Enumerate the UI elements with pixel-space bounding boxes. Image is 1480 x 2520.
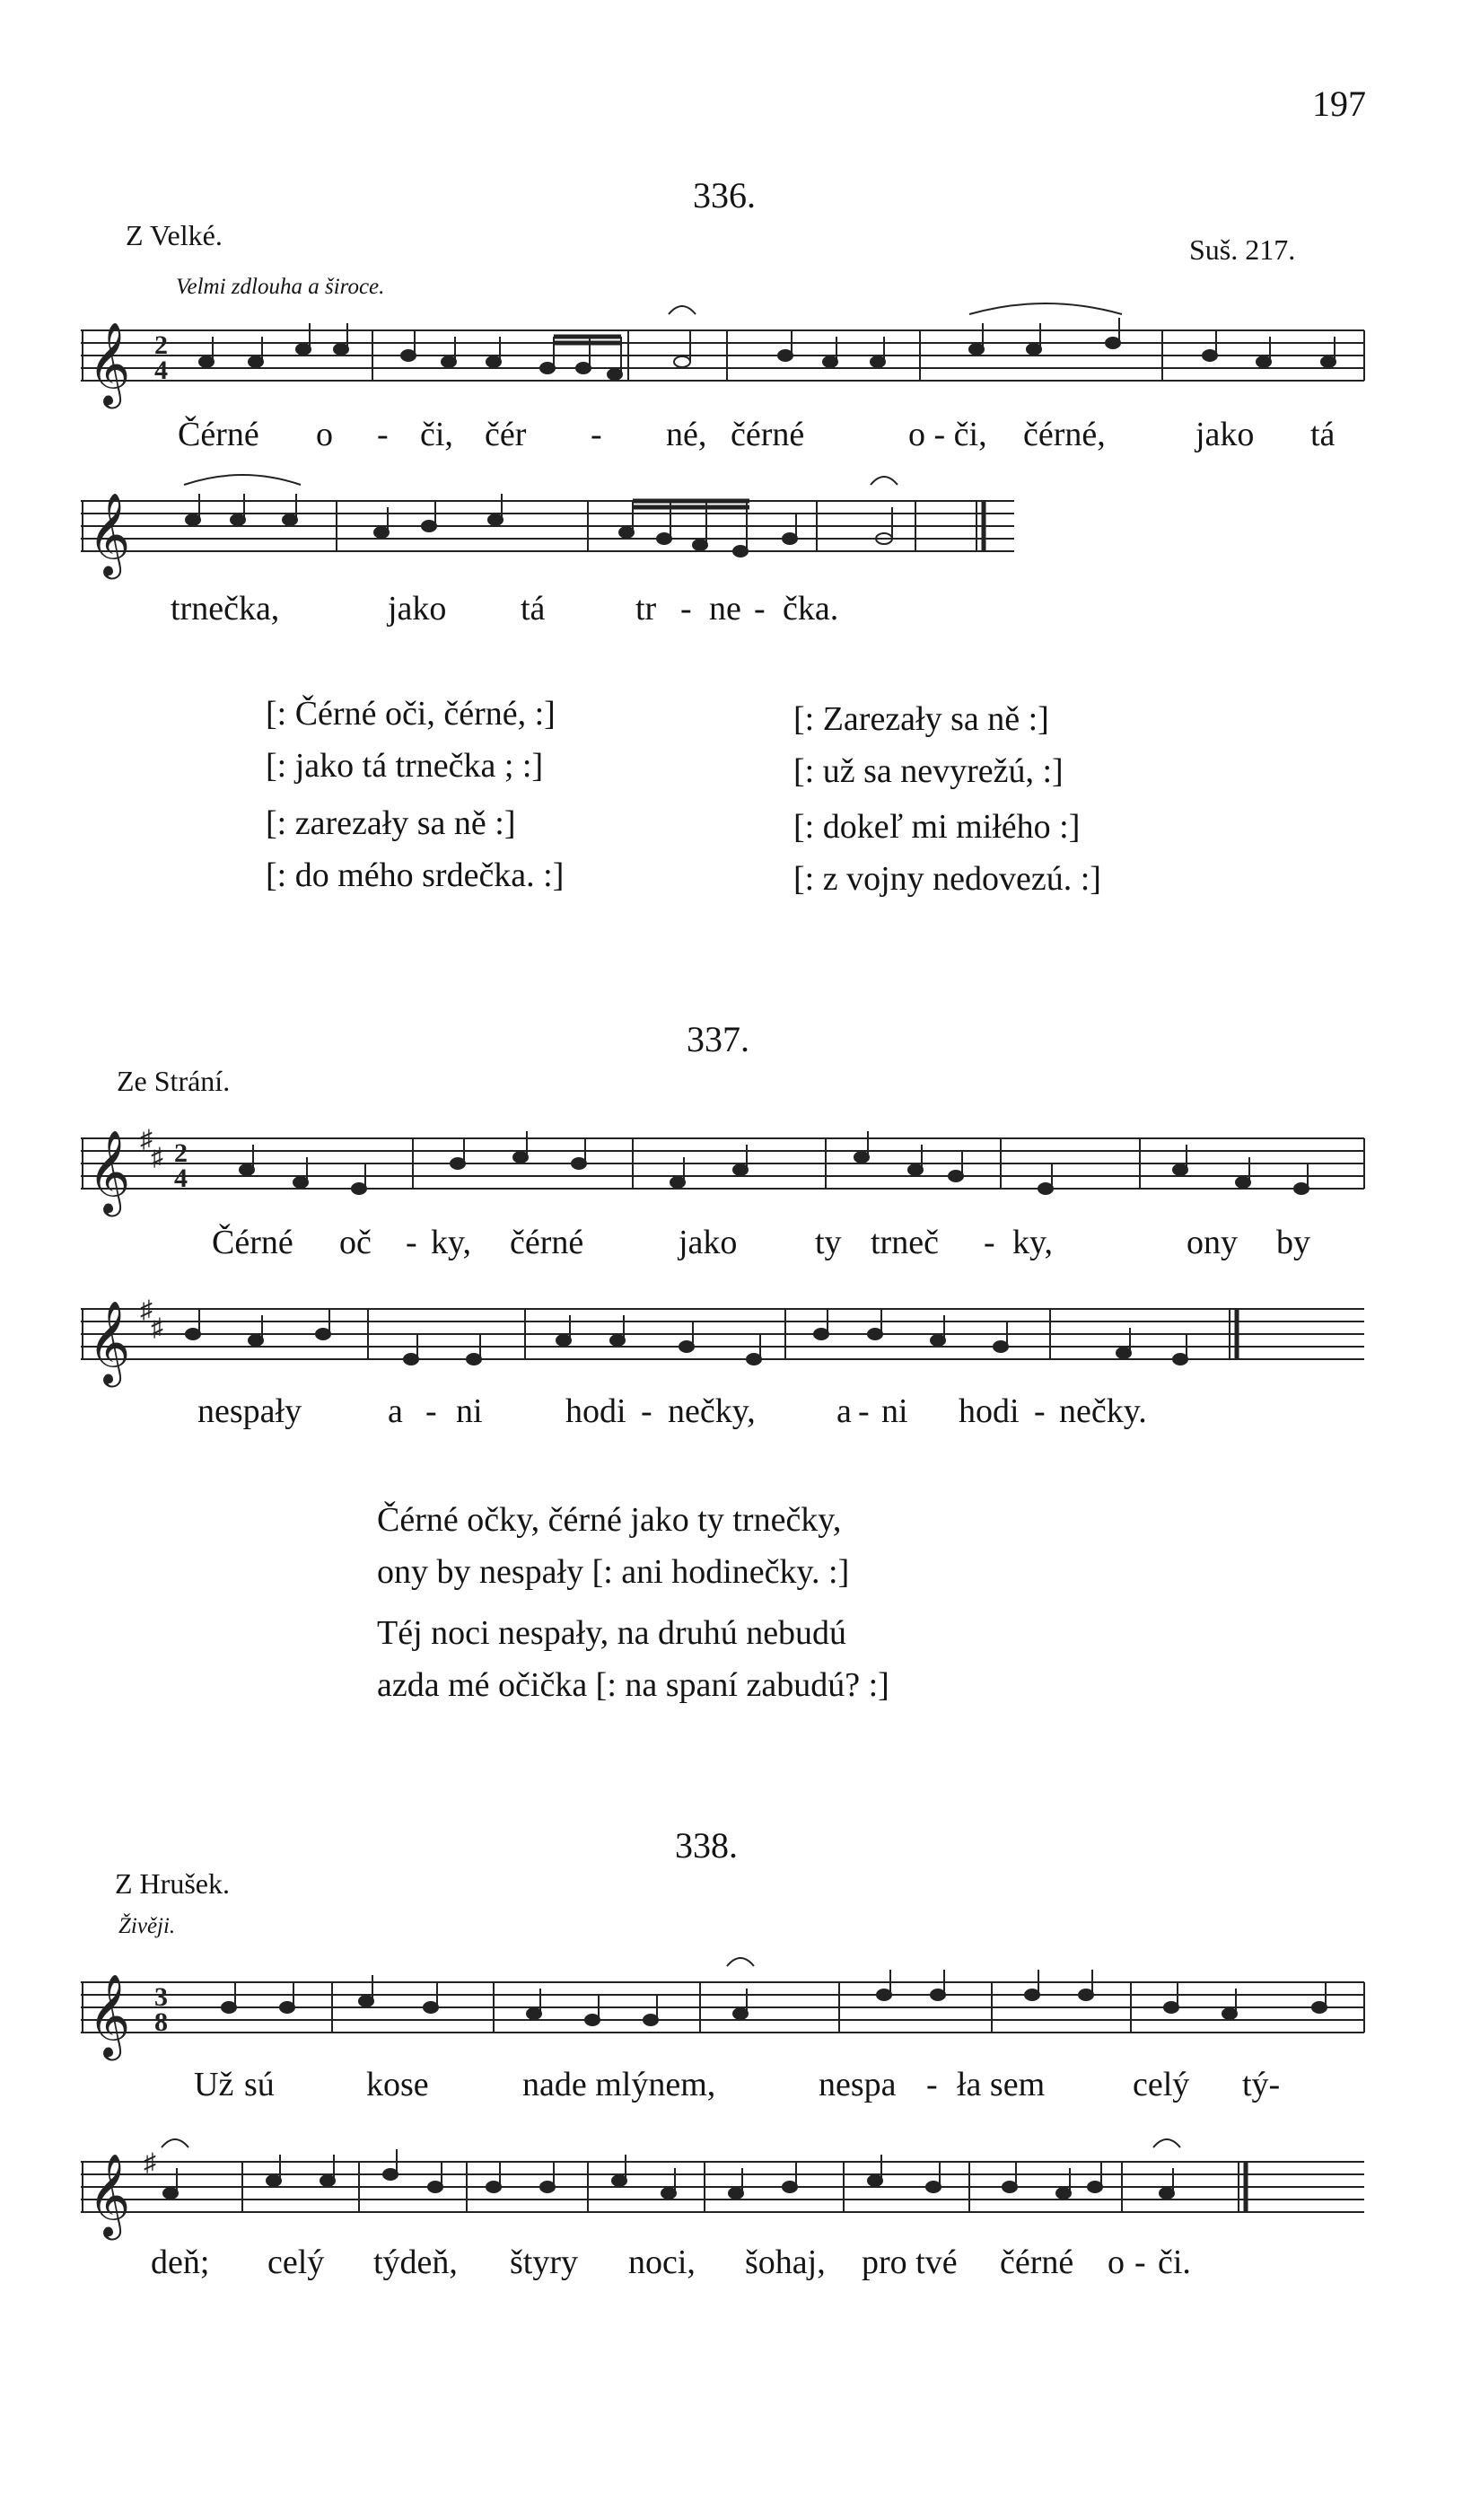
lyric-syllable: čér: [485, 416, 527, 453]
lyric-syllable: celý: [1133, 2066, 1190, 2103]
verse-line: [: Zarezały sa ně :]: [793, 700, 1049, 738]
lyrics-line: [0, 415, 1480, 460]
lyric-syllable: štyry: [510, 2243, 578, 2281]
lyric-syllable: hodi: [959, 1392, 1020, 1430]
verse-block: [793, 693, 1064, 797]
lyric-syllable: nečky,: [668, 1392, 756, 1430]
sharp-icon: ♯: [144, 2149, 156, 2177]
verse-block: [793, 801, 1101, 905]
treble-clef-icon: 𝄞: [88, 325, 131, 404]
time-signature-top: 2: [174, 1138, 188, 1168]
verse-line: [: z vojny nedovezú. :]: [793, 860, 1101, 898]
verse-line: Téj noci nespały, na druhú nebudú: [377, 1614, 847, 1652]
lyric-syllable: -: [1134, 2243, 1146, 2281]
verse-block: [377, 1607, 889, 1711]
lyric-syllable: ony: [1187, 1224, 1238, 1261]
lyric-syllable: trneč: [871, 1224, 939, 1261]
lyric-syllable: a: [836, 1392, 852, 1430]
lyric-syllable: ky,: [431, 1224, 472, 1261]
time-signature-top: 3: [154, 1982, 168, 2012]
lyric-syllable: tá: [1310, 416, 1336, 453]
lyric-syllable: šohaj,: [745, 2243, 826, 2281]
lyric-syllable: jako: [1195, 416, 1255, 453]
lyrics-line: [0, 2065, 1480, 2110]
lyric-syllable: trnečka,: [171, 590, 280, 628]
sharp-icon: ♯: [151, 1144, 163, 1172]
lyric-syllable: celý: [267, 2243, 325, 2281]
lyric-syllable: tý-: [1242, 2066, 1281, 2103]
lyric-syllable: tá: [521, 590, 546, 628]
lyrics-line: [0, 589, 1480, 634]
lyric-syllable: by: [1276, 1224, 1310, 1261]
lyrics-line: [0, 1392, 1480, 1436]
lyric-syllable: čérné: [731, 416, 805, 453]
sharp-icon: ♯: [140, 1296, 153, 1324]
lyric-syllable: -: [680, 590, 692, 628]
lyric-syllable: noci,: [628, 2243, 696, 2281]
verse-line: ony by nespały [: ani hodinečky. :]: [377, 1553, 850, 1591]
song-origin: Ze Strání.: [117, 1065, 231, 1097]
lyric-syllable: o: [1108, 2243, 1125, 2281]
lyric-syllable: -: [754, 590, 766, 628]
lyric-syllable: Už: [194, 2066, 234, 2103]
song-origin: Z Hrušek.: [115, 1867, 230, 1900]
verse-line: [: už sa nevyrežú, :]: [793, 752, 1064, 790]
page-number: 197: [1312, 83, 1366, 124]
music-staff: [72, 1113, 1373, 1230]
lyrics-line: [0, 2243, 1480, 2287]
verse-line: [: do mého srdečka. :]: [266, 856, 565, 894]
lyric-syllable: o - či,: [908, 416, 987, 453]
verse-line: [: dokeľ mi miłého :]: [793, 808, 1081, 846]
lyric-syllable: sú: [244, 2066, 275, 2103]
lyric-syllable: ne: [709, 590, 741, 628]
verse-block: [266, 688, 556, 792]
music-staff: [72, 1284, 1373, 1400]
treble-clef-icon: 𝄞: [88, 1133, 131, 1212]
lyric-syllable: -: [1034, 1392, 1046, 1430]
lyric-syllable: -: [858, 1392, 870, 1430]
lyric-syllable: čérné: [1000, 2243, 1074, 2281]
treble-clef-icon: 𝄞: [88, 1977, 131, 2056]
verse-line: [: jako tá trnečka ; :]: [266, 747, 544, 785]
verse-block: [377, 1494, 849, 1598]
tempo-marking: Velmi zdlouha a široce.: [176, 275, 385, 299]
lyric-syllable: o: [316, 416, 333, 453]
verse-line: [: zarezały sa ně :]: [266, 804, 516, 842]
song-source-reference: Suš. 217.: [1189, 233, 1296, 266]
lyric-syllable: deň;: [151, 2243, 210, 2281]
lyric-syllable: čérné,: [1023, 416, 1106, 453]
lyric-syllable: -: [984, 1224, 995, 1261]
music-staff: [72, 1957, 1373, 2074]
time-signature-bottom: 4: [174, 1163, 188, 1193]
lyric-syllable: -: [377, 416, 389, 453]
lyric-syllable: ła sem: [957, 2066, 1046, 2103]
lyric-syllable: Čérné: [212, 1224, 293, 1261]
lyric-syllable: týdeň,: [373, 2243, 458, 2281]
lyric-syllable: pro tvé: [862, 2243, 958, 2281]
lyric-syllable: hodi: [565, 1392, 626, 1430]
sharp-icon: ♯: [140, 1126, 153, 1154]
treble-clef-icon: 𝄞: [88, 2156, 131, 2235]
lyric-syllable: ky,: [1012, 1224, 1054, 1261]
time-signature-bottom: 8: [154, 2007, 168, 2037]
lyric-syllable: tr: [635, 590, 657, 628]
song-number: 337.: [687, 1019, 749, 1059]
sharp-icon: ♯: [151, 1314, 163, 1342]
lyrics-line: [0, 1223, 1480, 1268]
lyric-syllable: ni: [456, 1392, 483, 1430]
lyric-syllable: -: [926, 2066, 938, 2103]
song-origin: Z Velké.: [126, 219, 223, 251]
lyric-syllable: nespały: [197, 1392, 302, 1430]
lyric-syllable: -: [425, 1392, 437, 1430]
lyric-syllable: oč: [339, 1224, 372, 1261]
lyric-syllable: čérné: [510, 1224, 584, 1261]
lyric-syllable: jako: [388, 590, 447, 628]
lyric-syllable: Čérné: [178, 416, 259, 453]
lyric-syllable: né,: [666, 416, 707, 453]
lyric-syllable: čka.: [783, 590, 839, 628]
treble-clef-icon: 𝄞: [88, 1304, 131, 1383]
lyric-syllable: -: [641, 1392, 652, 1430]
time-signature-bottom: 4: [154, 356, 168, 385]
song-number: 338.: [675, 1825, 738, 1866]
lyric-syllable: jako: [679, 1224, 738, 1261]
lyric-syllable: kose: [366, 2066, 429, 2103]
lyric-syllable: -: [406, 1224, 417, 1261]
verse-line: azda mé očička [: na spaní zabudú? :]: [377, 1666, 889, 1704]
lyric-syllable: ty: [815, 1224, 842, 1261]
music-staff: [72, 2137, 1373, 2253]
lyric-syllable: nespa: [819, 2066, 897, 2103]
lyric-syllable: či.: [1158, 2243, 1191, 2281]
lyric-syllable: ni: [881, 1392, 908, 1430]
music-staff: [72, 305, 1373, 422]
verse-block: [266, 797, 564, 901]
lyric-syllable: a: [388, 1392, 403, 1430]
tempo-marking: Živěji.: [118, 1914, 176, 1938]
time-signature-top: 2: [154, 330, 168, 360]
lyric-syllable: nečky.: [1059, 1392, 1147, 1430]
treble-clef-icon: 𝄞: [88, 496, 131, 575]
verse-line: Čérné očky, čérné jako ty trnečky,: [377, 1501, 842, 1539]
lyric-syllable: nade mlýnem,: [522, 2066, 716, 2103]
song-number: 336.: [693, 175, 756, 215]
music-staff: [72, 476, 1041, 593]
lyric-syllable: -: [591, 416, 602, 453]
lyric-syllable: či,: [420, 416, 453, 453]
verse-line: [: Čérné oči, čérné, :]: [266, 695, 556, 733]
